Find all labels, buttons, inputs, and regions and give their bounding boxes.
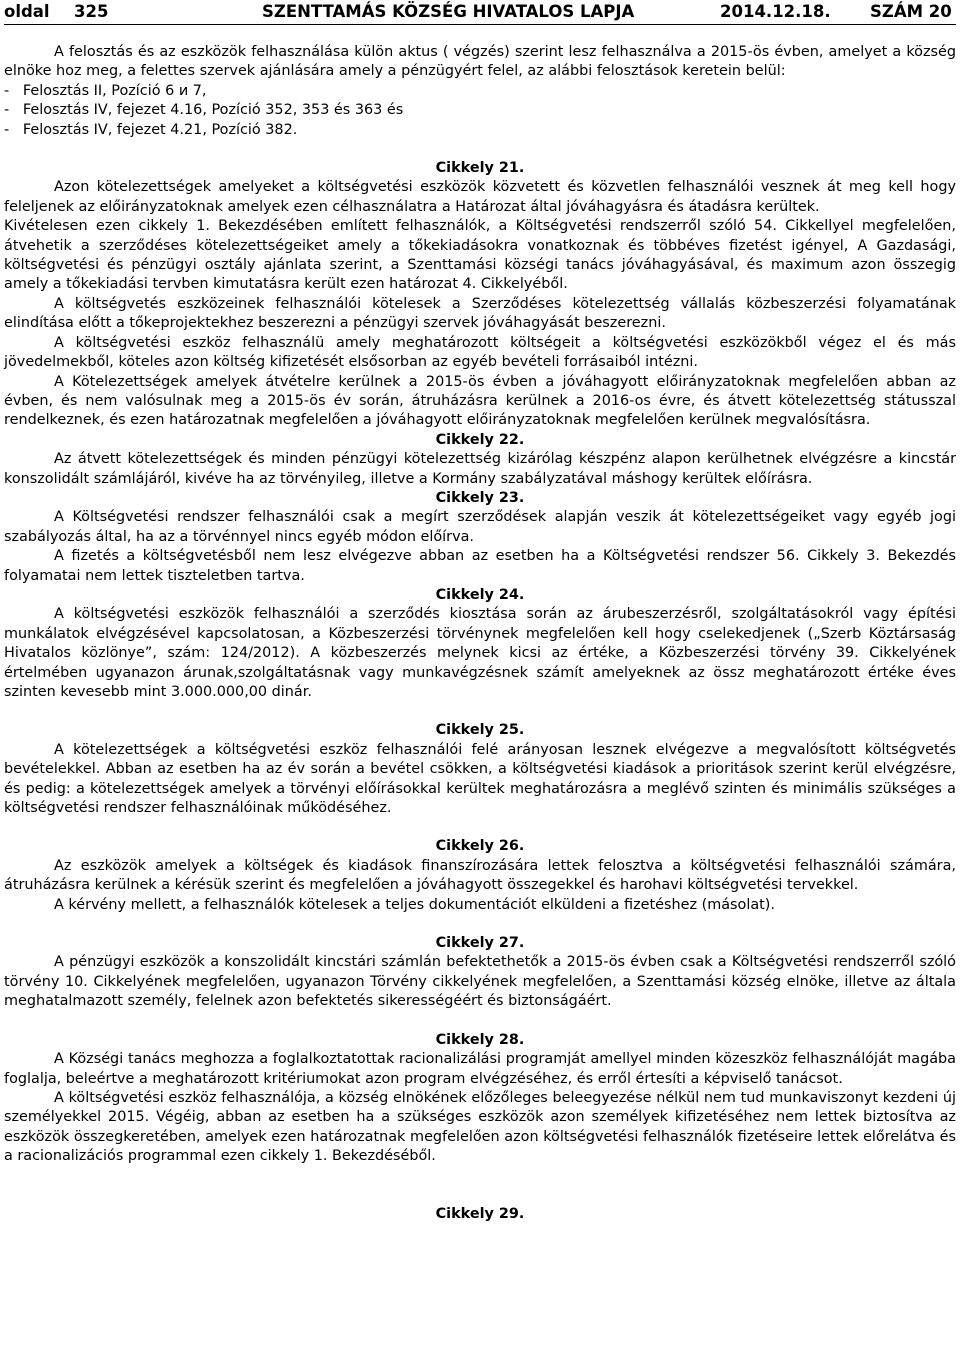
article-24-paragraph: A költségvetési eszközök felhasználói a szerződés kiosztása során az árubeszerzésről, szolgáltatásokról vagy építési munkálatok elvégzésével kapcsolatosan, a Közbeszerzési törvénynek megfelelően kell hogy cselekedjenek („Szerb Köztársaság Hivatalos közlönye”, szám: 124/2012). A közbeszerzés melynek kicsi az értéke, a Közbeszerzési törvény 39. Cikkelyének értelmében ugyanazon árunak,szolgáltatásnak vagy munkavégzésnek számít amelyeknek az össz meghatározott értéke éves szinten kevesebb mint 3.000.000,00 dinár.	[4, 606, 956, 700]
article-25-paragraph: A kötelezettségek a költségvetési eszköz felhasználói felé arányosan lesznek elvégezve a megvalósított költségvetés bevételekkel. Abban az esetben ha az év során a bevétel csökken, a költségvetési kiadások a prioritások szerint kerül elvégzésre, és pedig: a kötelezettségek amelyek a törvényi előírásokkal kerültek meghatározásra a meglévő szinten és minimális szükséges a költségvetési rendszer felhasználóinak működéséhez.	[4, 741, 956, 817]
article-21-paragraph: A költségvetés eszközeinek felhasználói kötelesek a Szerződéses kötelezettség vállalás közbeszerzési folyamatának elindítása előtt a tőkeprojektekhez beszerezni a pénzügyi szervek jóváhagyását beszerezni.	[4, 295, 956, 332]
intro-paragraph: A felosztás és az eszközök felhasználása külön aktus ( végzés) szerint lesz felhasználva a 2015-ös évben, amelyet a község elnöke hoz meg, a felettes szervek ajánlására amely a pénzügyért felel, az alábbi felosztások keretein belül:	[4, 44, 956, 80]
header-publication-title: SZENTTAMÁS KÖZSÉG HIVATALOS LAPJA	[262, 2, 635, 21]
article-28-paragraph: A költségvetési eszköz felhasználója, a község elnökének előzőleges beleegyezése nélkül nem tud munkaviszonyt kezdeni új személyekkel 2015. Végéig, abban az esetben ha a szükséges eszközök azon személyek kifizetéséhez nem lettek biztosítva az eszközök összegkeretében, amelyek ezen határozatnak megfelelően azon költségvetési felhasználók fizetéseire lettek előrelátva és a racionalizációs programmal ezen cikkely 1. Bekezdéséből.	[4, 1089, 956, 1165]
document-body	[4, 43, 956, 1224]
article-27-heading: Cikkely 27.	[435, 935, 525, 952]
article-21-paragraph: A költségvetési eszköz felhasználü amely meghatározott költségeit a költségvetési eszközökből végez el és más jövedelmekből, köteles azon költség kifizetését elsősorban az egyéb bevételi forrásaiból intézni.	[4, 334, 956, 371]
article-28-heading: Cikkely 28.	[435, 1031, 525, 1048]
article-21-paragraph: Azon kötelezettségek amelyeket a költségvetési eszközök közvetett és közvetlen felhasználói vesznek át meg kell hogy feleljenek az előirányzatoknak amelyek ezen célhasználatra a Határozat által jóváhagyásra és átadásra kerültek.	[4, 179, 956, 215]
header-date: 2014.12.18.	[720, 2, 831, 21]
allocation-item: - Felosztás II, Pozíció 6 и 7,	[4, 82, 207, 99]
article-28-paragraph: A Községi tanács meghozza a foglalkoztatottak racionalizálási programját amellyel minden közeszköz felhasználóját magába foglalja, beleértve a meghatározott kritériumokat azon program elvégzéséhez, és erről értesíti a képviselő tanácsot.	[4, 1051, 956, 1087]
article-26-heading: Cikkely 26.	[435, 838, 525, 855]
article-23-heading: Cikkely 23.	[435, 489, 525, 506]
header-oldal-label: oldal	[4, 2, 50, 21]
header-issue-number: SZÁM 20	[870, 2, 952, 21]
page-header	[4, 0, 956, 25]
article-22-paragraph: Az átvett kötelezettségek és minden pénzügyi kötelezettség kizárólag készpénz alapon kerülhetnek elvégzésre a kincstár konszolidált számlájáról, kivéve ha az törvényileg, illetve a Kormány szabályzatával máshogy kerültek előírásra.	[4, 451, 956, 487]
header-page-number: 325	[74, 2, 109, 21]
article-27-paragraph: A pénzügyi eszközök a konszolidált kincstári számlán befektethetők a 2015-ös évben csak a Költségvetési rendszerről szóló törvény 10. Cikkelyének megfelelően, ugyanazon Törvény cikkelyének megfelelően, a Szenttamási község elnöke, illetve az általa meghatalmazott személy, felelnek azon befektetés sikerességéért és biztonságáért.	[4, 954, 956, 1010]
article-29-heading: Cikkely 29.	[435, 1205, 525, 1222]
article-23-paragraph: A fizetés a költségvetésből nem lesz elvégezve abban az esetben ha a Költségvetési rendszer 56. Cikkely 3. Bekezdés folyamatai nem lettek tiszteletben tartva.	[4, 548, 956, 584]
article-25-heading: Cikkely 25.	[435, 722, 525, 739]
article-21-heading: Cikkely 21.	[435, 160, 525, 177]
article-23-paragraph: A Költségvetési rendszer felhasználói csak a megírt szerződések alapján veszik át kötelezettségeiket vagy egyéb jogi szabályozás által, ha az a törvénnyel nincs egyéb módon előírva.	[4, 509, 956, 545]
article-21-paragraph: A Kötelezettségek amelyek átvételre kerülnek a 2015-ös évben a jóváhagyott előirányzatoknak megfelelően abban az évben, és nem valósulnak meg a 2015-ös év során, átruházásra kerülnek a 2016-os évre, és átvett kötelezettség státusszal rendelkeznek, és ezen határozatnak megfelelően a jóváhagyott előirányzatoknak megfelelően kerülnek megvalósításra.	[4, 373, 956, 429]
article-21-paragraph: Kivételesen ezen cikkely 1. Bekezdésében említett felhasználók, a Költségvetési rendszerről szóló 54. Cikkellyel megfelelően, átvehetik a szerződéses kötelezettségeiket amely a tőkekiadásokra vonatkoznak és többéves fizetést igényel, A Gazdasági, költségvetési és pénzügyi osztály ajánlata szerint, a Szenttamási községi tanács jóváhagyásával, és maximum azon összegig amely a tőkekiadási tervben kimutatásra került ezen határozat 4. Cikkelyéből.	[4, 218, 956, 293]
article-22-heading: Cikkely 22.	[435, 431, 525, 448]
article-26-paragraph: Az eszközök amelyek a költségek és kiadások finanszírozására lettek felosztva a költségvetési felhasználói számára, átruházásra kerülnek a kérésük szerint és megfelelően a jóváhagyott összegekkel és harohavi költségvetési tervekkel.	[4, 857, 956, 894]
article-26-paragraph: A kérvény mellett, a felhasználók kötelesek a teljes dokumentációt elküldeni a fizetéshez (másolat).	[54, 896, 775, 913]
article-24-heading: Cikkely 24.	[435, 586, 525, 603]
allocation-item: - Felosztás IV, fejezet 4.21, Pozíció 382.	[4, 121, 298, 138]
allocation-item: - Felosztás IV, fejezet 4.16, Pozíció 352, 353 és 363 és	[4, 102, 404, 119]
